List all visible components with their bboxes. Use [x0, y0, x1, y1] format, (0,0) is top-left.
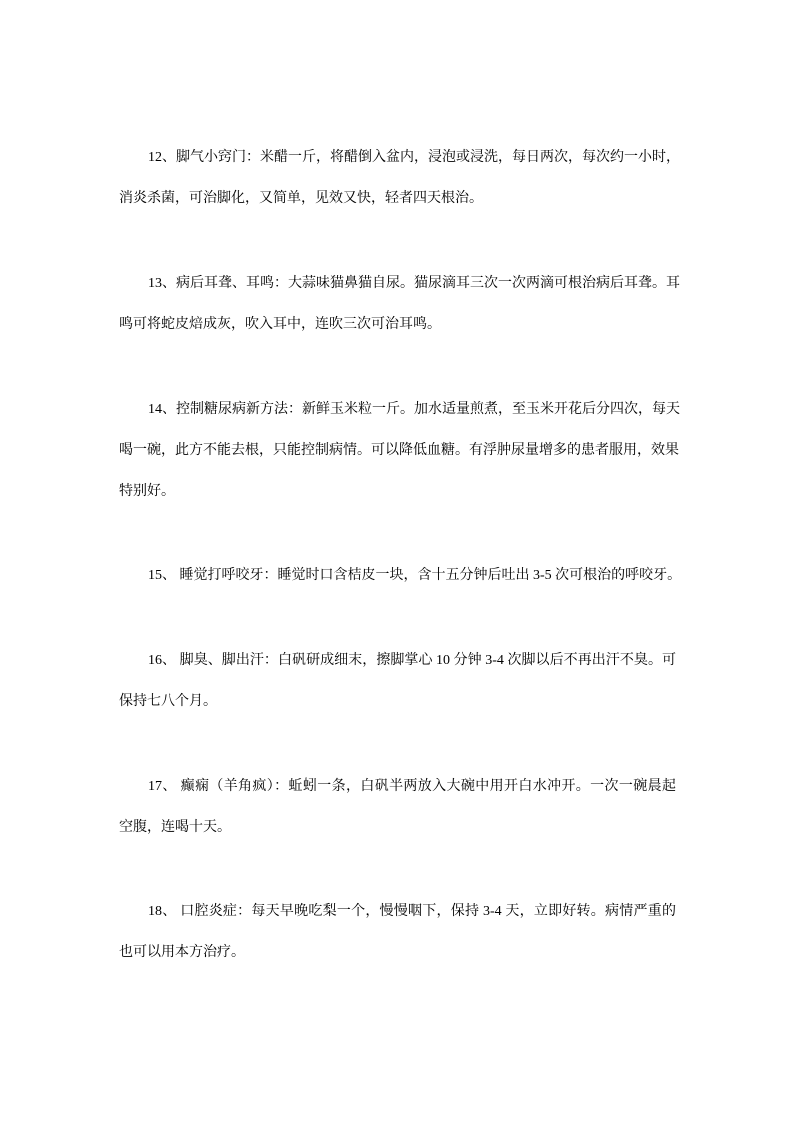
remedy-17	[119, 777, 676, 859]
remedy-16	[119, 651, 676, 733]
text-line: 16、 脚臭、脚出汗：白矾研成细末，擦脚掌心 10 分钟 3-4 次脚以后不再出汗不臭。可	[148, 653, 676, 668]
text-line: 保持七八个月。	[119, 694, 217, 709]
text-line: 17、 癫痫（羊角疯）：蚯蚓一条，白矾半两放入大碗中用开白水冲开。一次一碗晨起	[148, 779, 676, 794]
text-line: 15、 睡觉打呼咬牙：睡觉时口含桔皮一块，含十五分钟后吐出 3-5 次可根治的呼咬牙。	[148, 568, 682, 583]
text-line: 消炎杀菌，可治脚化，又简单，见效又快，轻者四天根治。	[119, 191, 483, 206]
text-line: 鸣可将蛇皮焙成灰，吹入耳中，连吹三次可治耳鸣。	[119, 317, 441, 332]
remedy-18	[119, 902, 676, 984]
text-line: 空腹，连喝十天。	[119, 820, 231, 835]
text-line: 12、脚气小窍门：米醋一斤，将醋倒入盆内，浸泡或浸洗，每日两次，每次约一小时，	[148, 150, 680, 165]
text-line: 18、 口腔炎症：每天早晚吃梨一个，慢慢咽下，保持 3-4 天，立即好转。病情严重的	[148, 904, 676, 919]
remedy-14	[119, 400, 680, 523]
text-line: 14、控制糖尿病新方法：新鲜玉米粒一斤。加水适量煎煮，至玉米开花后分四次，每天	[148, 402, 680, 417]
remedy-13	[119, 274, 680, 356]
text-line: 喝一碗，此方不能去根，只能控制病情。可以降低血糖。有浮肿尿量增多的患者服用，效果	[119, 443, 679, 458]
remedy-15	[119, 566, 682, 607]
text-line: 特别好。	[119, 484, 175, 499]
text-line: 13、病后耳聋、耳鸣：大蒜味猫鼻猫自尿。猫尿滴耳三次一次两滴可根治病后耳聋。耳	[148, 276, 680, 291]
remedy-12	[119, 148, 680, 230]
text-line: 也可以用本方治疗。	[119, 945, 245, 960]
